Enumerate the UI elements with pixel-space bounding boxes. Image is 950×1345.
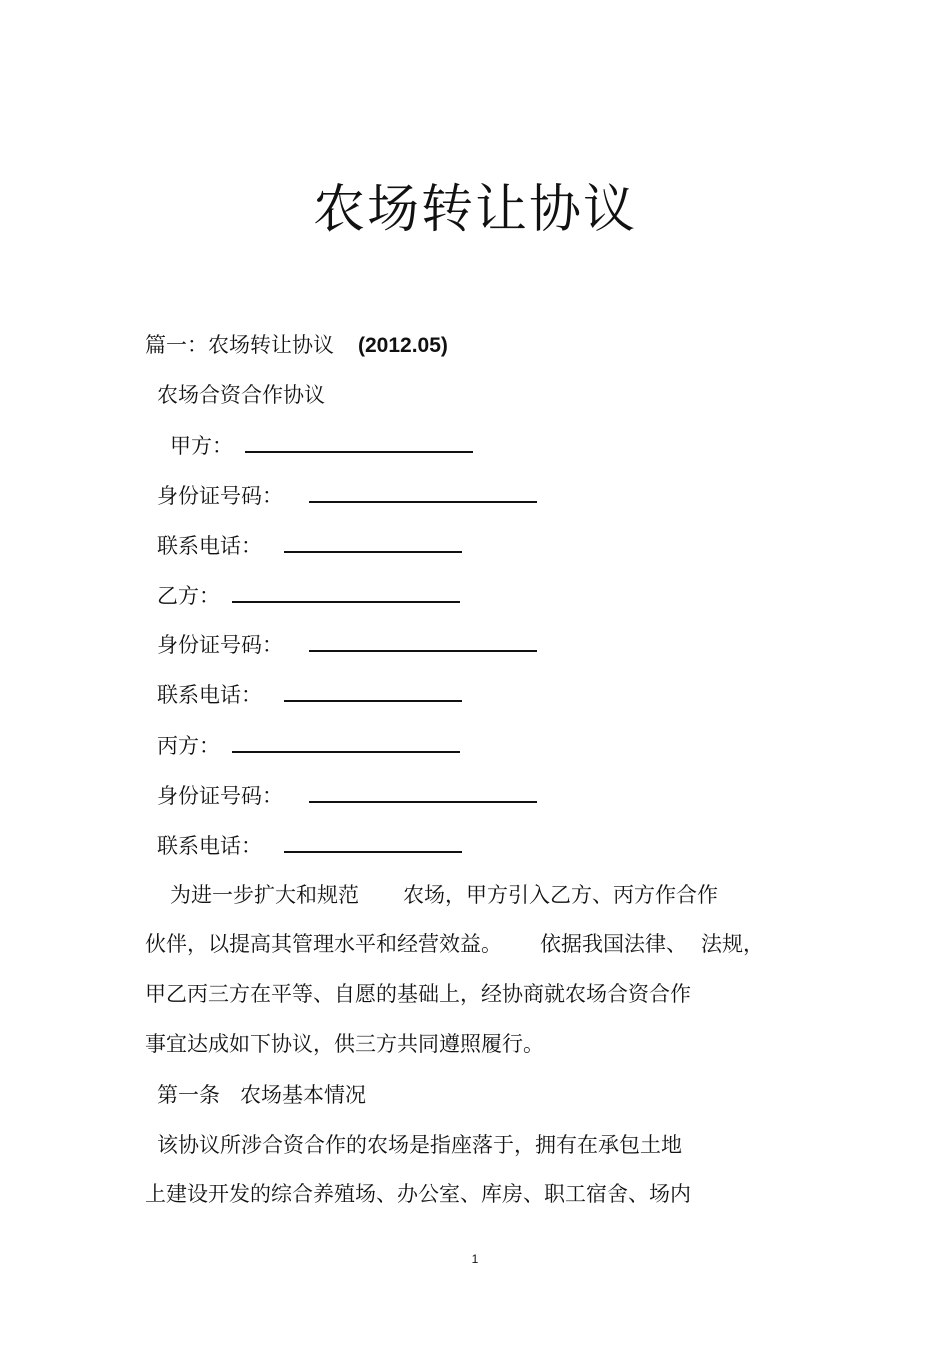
party-a-blank bbox=[245, 431, 473, 453]
party-b-id-label: 身份证号码： bbox=[157, 633, 283, 657]
section-heading-date: (2012.05) bbox=[358, 334, 448, 357]
article-number: 第一条 bbox=[157, 1083, 220, 1107]
party-a-id-label: 身份证号码： bbox=[157, 484, 283, 508]
party-b-id-blank bbox=[309, 630, 537, 652]
section-heading bbox=[145, 330, 448, 361]
party-c-id-row bbox=[157, 781, 537, 811]
party-a-phone-label: 联系电话： bbox=[157, 534, 262, 558]
intro-text: 依据我国法律、 bbox=[540, 932, 687, 956]
page-number: 1 bbox=[471, 1252, 479, 1266]
party-b-phone-blank bbox=[284, 680, 462, 702]
party-a-label: 甲方： bbox=[170, 434, 233, 458]
intro-text: 农场，甲方引入乙方、丙方作合作 bbox=[403, 883, 718, 907]
article-title: 农场基本情况 bbox=[240, 1083, 366, 1107]
party-c-id-label: 身份证号码： bbox=[157, 784, 283, 808]
party-a-phone-blank bbox=[284, 531, 462, 553]
intro-line-4: 事宜达成如下协议，供三方共同遵照履行。 bbox=[145, 1032, 544, 1056]
intro-text: 伙伴，以提高其管理水平和经营效益。 bbox=[145, 932, 502, 956]
party-b-phone-row bbox=[157, 680, 462, 710]
party-c-blank bbox=[232, 731, 460, 753]
party-b-row bbox=[157, 581, 460, 611]
party-a-id-row bbox=[157, 481, 537, 511]
article-1-line-1: 该协议所涉合资合作的农场是指座落于，拥有在承包土地 bbox=[157, 1133, 682, 1157]
document-title: 农场转让协议 bbox=[312, 180, 637, 240]
party-a-row bbox=[170, 431, 473, 461]
document-subtitle: 农场合资合作协议 bbox=[157, 383, 325, 407]
party-c-phone-blank bbox=[284, 831, 462, 853]
intro-line-1 bbox=[170, 880, 718, 910]
intro-text: 为进一步扩大和规范 bbox=[170, 883, 359, 907]
party-b-phone-label: 联系电话： bbox=[157, 683, 262, 707]
party-c-phone-label: 联系电话： bbox=[157, 834, 262, 858]
party-c-row bbox=[157, 731, 460, 761]
party-c-phone-row bbox=[157, 831, 462, 861]
section-heading-label: 篇一：农场转让协议 bbox=[145, 333, 334, 357]
article-1-line-2: 上建设开发的综合养殖场、办公室、库房、职工宿舍、场内 bbox=[145, 1182, 691, 1206]
party-c-label: 丙方： bbox=[157, 734, 220, 758]
intro-line-2 bbox=[145, 929, 764, 959]
party-b-label: 乙方： bbox=[157, 584, 220, 608]
party-b-blank bbox=[232, 581, 460, 603]
party-b-id-row bbox=[157, 630, 537, 660]
article-1-heading bbox=[157, 1080, 366, 1110]
party-a-phone-row bbox=[157, 531, 462, 561]
party-a-id-blank bbox=[309, 481, 537, 503]
party-c-id-blank bbox=[309, 781, 537, 803]
intro-line-3: 甲乙丙三方在平等、自愿的基础上，经协商就农场合资合作 bbox=[145, 982, 691, 1006]
intro-text: 法规， bbox=[701, 932, 764, 956]
